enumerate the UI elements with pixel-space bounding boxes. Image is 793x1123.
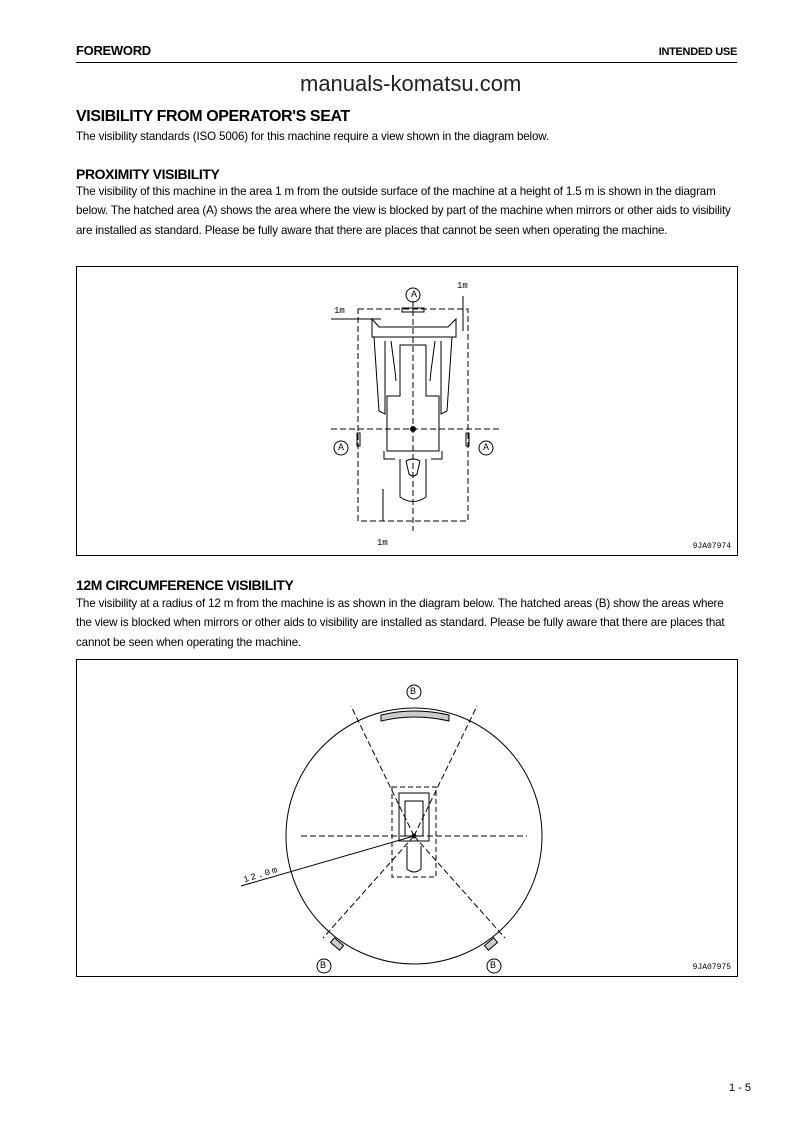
section-heading-circumference: 12M CIRCUMFERENCE VISIBILITY xyxy=(76,577,294,593)
label-1m-bottom: 1m xyxy=(377,538,388,548)
label-1m-left: 1m xyxy=(334,306,345,316)
header-rule xyxy=(76,62,737,63)
label-a-right: A xyxy=(483,442,490,452)
page-title: VISIBILITY FROM OPERATOR'S SEAT xyxy=(76,108,350,125)
hatched-area-b-right xyxy=(484,938,497,950)
circumference-diagram xyxy=(77,660,737,976)
watermark: manuals-komatsu.com xyxy=(300,71,522,96)
proximity-diagram xyxy=(77,267,737,555)
section-heading-proximity: PROXIMITY VISIBILITY xyxy=(76,166,220,182)
figure-proximity xyxy=(76,266,738,556)
label-b-right: B xyxy=(490,960,497,970)
label-b-left: B xyxy=(320,960,327,970)
label-b-front: B xyxy=(410,686,417,696)
label-1m-top: 1m xyxy=(457,281,468,291)
label-radius: 12.0m xyxy=(242,864,281,886)
label-a-left: A xyxy=(338,442,345,452)
header-chapter: INTENDED USE xyxy=(658,46,737,58)
section-text-proximity: The visibility of this machine in the area 1 m from the outside surface of the machine at a height of 1.5 m is shown in the diagram below. The hatched area (A) shows the area where the view is blocked by part of the machine when mirrors or other aids to visibility are installed as standard. Please be fully aware that there are places that cannot be seen when operating the machine. xyxy=(76,185,731,237)
label-a-front: A xyxy=(411,289,418,299)
page-number: 1 - 5 xyxy=(728,1082,751,1094)
hatched-area-b-left xyxy=(330,938,343,950)
figure-circumference xyxy=(76,659,738,977)
intro-text: The visibility standards (ISO 5006) for this machine require a view shown in the diagram below. xyxy=(76,130,549,143)
hatched-area-b-front xyxy=(381,711,449,721)
header-section: FOREWORD xyxy=(76,43,151,58)
figure-id: 9JA07974 xyxy=(692,542,731,551)
section-text-circumference: The visibility at a radius of 12 m from the machine is as shown in the diagram below. The hatched areas (B) show the areas where the view is blocked when mirrors or other aids to visibility are installed as standard. Please be fully aware that there are places that cannot be seen when operating the machine. xyxy=(76,597,725,649)
figure-id: 9JA07975 xyxy=(692,963,731,972)
